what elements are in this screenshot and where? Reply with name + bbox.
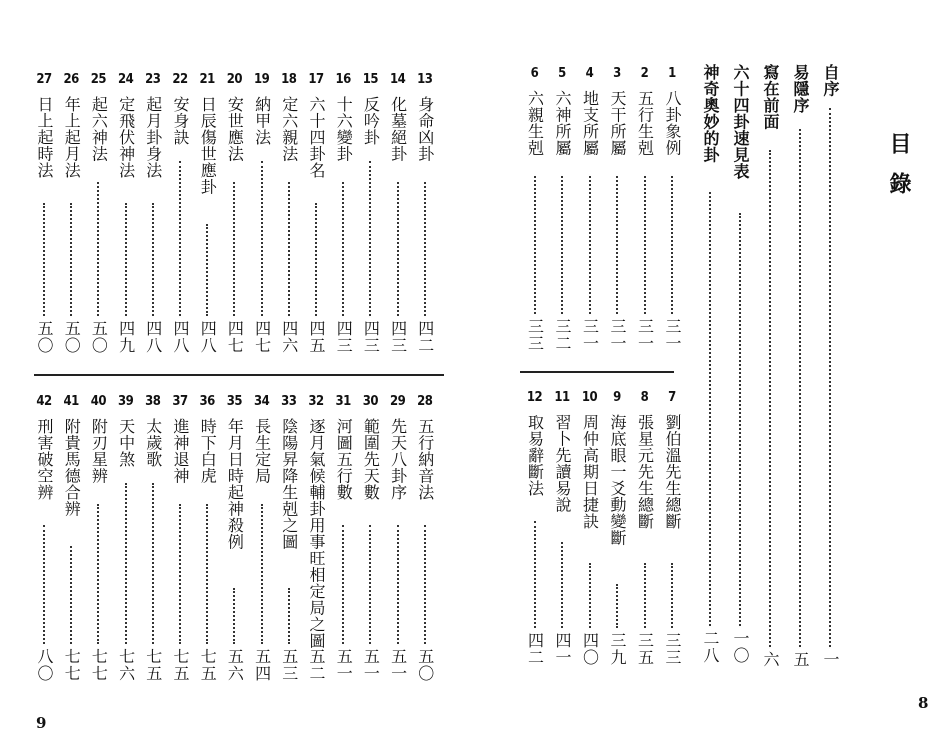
entry-page: 八〇 [35, 648, 54, 682]
entry-number: 17 [308, 72, 324, 87]
entry-page: 五一 [334, 648, 354, 682]
entry-page: 五〇 [35, 320, 54, 354]
entry-number: 40 [90, 394, 107, 409]
page-number-right: 8 [918, 694, 929, 712]
entry-number: 3 [613, 66, 621, 81]
leader-dots [671, 563, 673, 628]
entry-title: 附刃星辨 [89, 418, 109, 484]
leader-dots [709, 192, 711, 626]
entry-number: 31 [335, 394, 351, 409]
entry-page: 一〇 [731, 630, 750, 664]
leader-dots [424, 525, 426, 644]
entry-number: 32 [308, 394, 324, 409]
entry-page: 四六 [279, 320, 299, 354]
toc-entry [525, 0, 545, 756]
entry-page: 三一 [580, 318, 600, 352]
entry-page: 四五 [307, 320, 326, 354]
leader-dots [616, 584, 618, 628]
entry-number: 33 [281, 394, 297, 409]
entry-number: 16 [335, 72, 351, 87]
entry-page: 四八 [198, 320, 218, 354]
entry-page: 一 [821, 651, 840, 668]
entry-page: 五一 [388, 648, 408, 682]
right-page [466, 0, 933, 756]
toc-heading: 目錄 [886, 132, 911, 212]
toc-entry [415, 0, 435, 756]
toc-entry [360, 0, 380, 756]
entry-title: 日辰傷世應卦 [198, 96, 218, 195]
entry-page: 三五 [635, 632, 655, 666]
entry-page: 四八 [171, 320, 190, 354]
entry-number: 24 [117, 72, 134, 87]
entry-number: 25 [90, 72, 107, 87]
leader-dots [739, 213, 741, 626]
entry-title: 進神退神 [171, 418, 190, 484]
entry-page: 四三 [334, 320, 354, 354]
entry-title: 年上起月法 [62, 96, 82, 179]
entry-title: 起六神法 [89, 96, 109, 162]
entry-page: 五 [791, 651, 810, 668]
leader-dots [342, 525, 344, 644]
entry-number: 23 [145, 72, 161, 87]
leader-dots [769, 150, 771, 647]
entry-number: 20 [226, 72, 243, 87]
leader-dots [97, 504, 99, 644]
entry-number: 10 [581, 390, 598, 405]
left-page [0, 0, 466, 756]
leader-dots [534, 521, 536, 628]
entry-page: 五〇 [89, 320, 109, 354]
entry-title: 自序 [821, 64, 840, 97]
toc-entry [306, 0, 326, 756]
entry-number: 41 [63, 394, 79, 409]
toc-entry [34, 0, 54, 756]
entry-page: 三二 [553, 318, 572, 352]
entry-title: 年月日時起神殺例 [225, 418, 245, 550]
toc-entry [700, 0, 720, 756]
entry-number: 35 [226, 394, 243, 409]
entry-title: 陰陽昇降生剋之圖 [279, 418, 299, 550]
entry-page: 四九 [116, 320, 136, 354]
page-number-left: 9 [36, 714, 47, 732]
entry-page: 五一 [361, 648, 381, 682]
entry-page: 七六 [116, 648, 136, 682]
entry-title: 範圍先天數 [361, 418, 381, 501]
entry-number: 22 [172, 72, 188, 87]
entry-page: 三三 [663, 632, 682, 666]
entry-page: 四三 [388, 320, 408, 354]
toc-entry [333, 0, 353, 756]
entry-title: 張星元先生總斷 [635, 414, 655, 530]
leader-dots [644, 563, 646, 628]
toc-entry [252, 0, 272, 756]
entry-page: 五〇 [62, 320, 82, 354]
entry-number: 34 [253, 394, 270, 409]
entry-title: 周仲高期日捷訣 [580, 414, 600, 530]
entry-title: 定飛伏神法 [116, 96, 136, 179]
toc-entry [143, 0, 163, 756]
entry-page: 四二 [525, 632, 545, 666]
entry-page: 七七 [89, 648, 109, 682]
toc-entry [607, 0, 627, 756]
entry-title: 納甲法 [252, 96, 272, 146]
leader-dots [261, 504, 263, 644]
leader-dots [206, 504, 208, 644]
entry-page: 四七 [225, 320, 245, 354]
entry-page: 四〇 [580, 632, 600, 666]
leader-dots [799, 129, 801, 647]
entry-page: 五〇 [415, 648, 435, 682]
leader-dots [589, 563, 591, 628]
entry-title: 地支所屬 [580, 90, 600, 156]
toc-entry [279, 0, 299, 756]
entry-title: 劉伯溫先生總斷 [663, 414, 682, 530]
entry-title: 六親生剋 [525, 90, 545, 156]
entry-page: 四三 [361, 320, 381, 354]
entry-title: 起月卦身法 [143, 96, 163, 179]
entry-page: 七五 [143, 648, 163, 682]
entry-number: 11 [554, 390, 570, 405]
entry-title: 天中煞 [116, 418, 136, 468]
entry-number: 8 [640, 390, 649, 405]
entry-title: 反吟卦 [361, 96, 381, 146]
toc-entry [197, 0, 217, 756]
entry-page: 七五 [198, 648, 218, 682]
entry-page: 五三 [279, 648, 299, 682]
entry-title: 取易辭斷法 [525, 414, 545, 497]
entry-title: 習卜先讀易說 [553, 414, 572, 513]
entry-page: 三九 [608, 632, 627, 666]
entry-number: 2 [640, 66, 649, 81]
entry-title: 五行納音法 [415, 418, 435, 501]
entry-page: 六 [761, 651, 780, 668]
toc-entry [730, 0, 750, 756]
entry-title: 化墓絕卦 [388, 96, 408, 162]
entry-number: 36 [199, 394, 215, 409]
leader-dots [829, 108, 831, 647]
entry-number: 39 [117, 394, 134, 409]
toc-entry [662, 0, 682, 756]
toc-entry [552, 0, 572, 756]
entry-title: 定六親法 [279, 96, 299, 162]
entry-title: 安身訣 [171, 96, 190, 146]
entry-title: 六十四卦速見表 [731, 64, 750, 180]
toc-entry [170, 0, 190, 756]
entry-number: 30 [362, 394, 379, 409]
entry-number: 29 [389, 394, 406, 409]
toc-entry [61, 0, 81, 756]
entry-page: 五二 [307, 648, 326, 682]
entry-number: 1 [668, 66, 676, 81]
toc-entry [224, 0, 244, 756]
entry-page: 三一 [608, 318, 627, 352]
entry-number: 4 [585, 66, 594, 81]
entry-title: 日上起時法 [35, 96, 54, 179]
entry-title: 八卦象例 [663, 90, 682, 156]
entry-number: 27 [36, 72, 52, 87]
entry-title: 十六變卦 [334, 96, 354, 162]
entry-page: 二八 [701, 630, 720, 664]
entry-page: 四一 [553, 632, 572, 666]
entry-title: 逐月氣候輔卦用事旺相定局之圖 [307, 418, 326, 649]
entry-title: 神奇奧妙的卦 [701, 64, 720, 163]
entry-title: 六十四卦名 [307, 96, 326, 179]
entry-title: 易隱序 [791, 64, 810, 114]
entry-title: 五行生剋 [635, 90, 655, 156]
entry-title: 河圖五行數 [334, 418, 354, 501]
toc-entry [88, 0, 108, 756]
entry-page: 三一 [663, 318, 682, 352]
toc-entry [790, 0, 810, 756]
entry-number: 42 [36, 394, 52, 409]
entry-title: 安世應法 [225, 96, 245, 162]
entry-title: 刑害破空辨 [35, 418, 54, 501]
toc-entry [635, 0, 655, 756]
leader-dots [43, 525, 45, 644]
entry-number: 19 [253, 72, 270, 87]
leader-dots [233, 588, 235, 644]
entry-title: 先天八卦序 [388, 418, 408, 501]
entry-page: 四七 [252, 320, 272, 354]
leader-dots [561, 542, 563, 628]
entry-page: 五四 [252, 648, 272, 682]
entry-number: 21 [199, 72, 215, 87]
entry-number: 38 [145, 394, 161, 409]
entry-number: 14 [389, 72, 406, 87]
entry-title: 六神所屬 [553, 90, 572, 156]
entry-title: 長生定局 [252, 418, 272, 484]
leader-dots [152, 483, 154, 644]
entry-number: 9 [613, 390, 621, 405]
leader-dots [288, 588, 290, 644]
entry-title: 海底眼一爻動變斷 [608, 414, 627, 546]
leader-dots [369, 525, 371, 644]
entry-title: 時下白虎 [198, 418, 218, 484]
toc-entry [580, 0, 600, 756]
entry-page: 五六 [225, 648, 245, 682]
entry-number: 37 [172, 394, 188, 409]
entry-title: 寫在前面 [761, 64, 780, 130]
toc-entry [760, 0, 780, 756]
entry-number: 12 [526, 390, 543, 405]
entry-number: 6 [530, 66, 539, 81]
entry-title: 身命凶卦 [415, 96, 435, 162]
entry-title: 太歲歌 [143, 418, 163, 468]
entry-page: 七五 [171, 648, 190, 682]
entry-page: 四八 [143, 320, 163, 354]
entry-number: 13 [417, 72, 433, 87]
entry-page: 四二 [415, 320, 435, 354]
leader-dots [125, 483, 127, 644]
entry-number: 18 [281, 72, 297, 87]
entry-number: 15 [362, 72, 379, 87]
toc-entry [388, 0, 408, 756]
entry-page: 三三 [525, 318, 545, 352]
entry-number: 28 [417, 394, 433, 409]
leader-dots [70, 546, 72, 644]
toc-entry [116, 0, 136, 756]
entry-page: 七七 [62, 648, 82, 682]
entry-number: 5 [558, 66, 566, 81]
entry-number: 7 [668, 390, 676, 405]
entry-page: 三一 [635, 318, 655, 352]
entry-title: 附貴馬德合辨 [62, 418, 82, 517]
toc-entry [820, 0, 840, 756]
leader-dots [397, 525, 399, 644]
entry-title: 天干所屬 [608, 90, 627, 156]
leader-dots [179, 504, 181, 644]
entry-number: 26 [63, 72, 79, 87]
